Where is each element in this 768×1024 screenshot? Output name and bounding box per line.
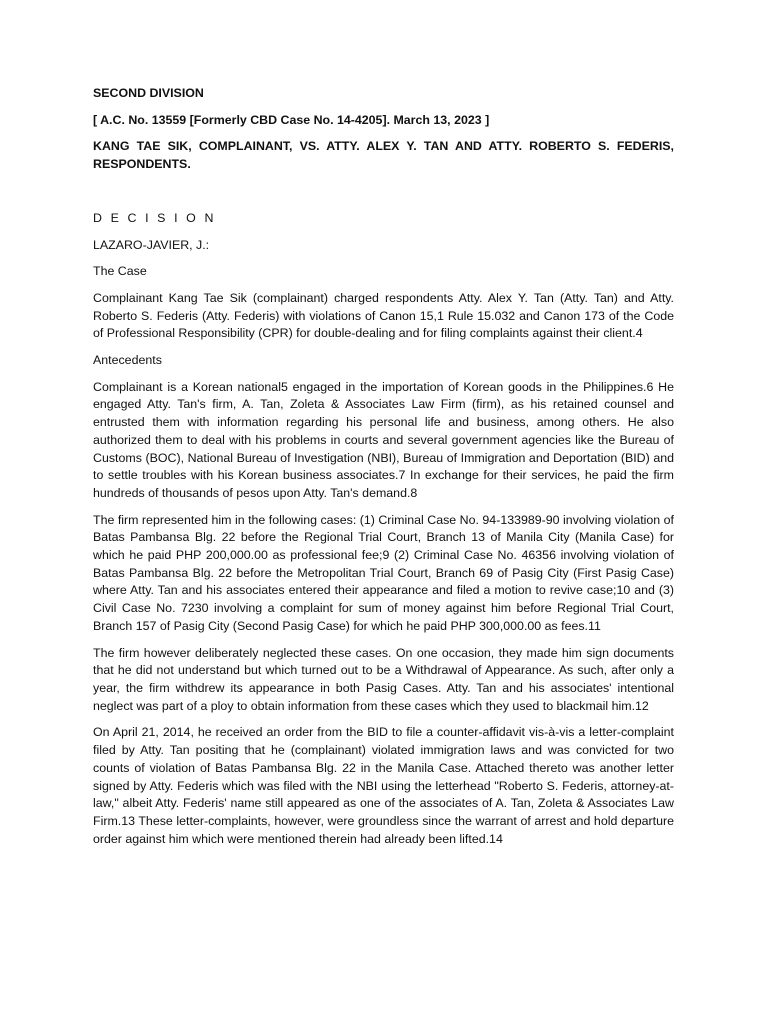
paragraph: On April 21, 2014, he received an order from the BID to file a counter-affidavit vis-à-vis a letter-complaint filed by Atty. Tan positing that he (complainant) violated immigration laws and was convicted for two counts of violation of Batas Pambansa Blg. 22 in the Manila Case. Attached thereto was another letter signed by Atty. Federis which was filed with the NBI using the letterhead "Roberto S. Federis, attorney-at-law," albeit Atty. Federis' name still appeared as one of the associates of A. Tan, Zoleta & Associates Law Firm.13 These letter-complaints, however, were groundless since the warrant of arrest and hold departure order against him which were mentioned therein had already been lifted.14 — [93, 725, 674, 846]
paragraph: Complainant is a Korean national5 engaged in the importation of Korean goods in the Philippines.6 He engaged Atty. Tan's firm, A. Tan, Zoleta & Associates Law Firm (firm), as his retained counsel and entrusted them with information regarding his personal life and business, among others. He also authorized them to deal with his problems in courts and several government agencies like the Bureau of Customs (BOC), National Bureau of Investigation (NBI), Bureau of Immigration and Deportation (BID) and to settle troubles with his Korean business associates.7 In exchange for their services, he paid the firm hundreds of thousands of pesos upon Atty. Tan's demand.8 — [93, 379, 674, 500]
case-title: KANG TAE SIK, COMPLAINANT, VS. ATTY. ALEX Y. TAN AND ATTY. ROBERTO S. FEDERIS, RESPONDENTS. — [93, 139, 674, 172]
section-heading: The Case — [93, 264, 147, 279]
decision-heading: D E C I S I O N — [93, 210, 216, 225]
division-heading: SECOND DIVISION — [93, 86, 204, 100]
case-reference: [ A.C. No. 13559 [Formerly CBD Case No. 14-4205]. March 13, 2023 ] — [93, 112, 490, 127]
section-antecedents — [93, 352, 674, 848]
document-page — [93, 85, 674, 848]
paragraph: The firm however deliberately neglected these cases. On one occasion, they made him sign documents that he did not understand but which turned out to be a Withdrawal of Appearance. As such, after only a year, the firm withdrew its appearance in both Pasig Cases. Atty. Tan and his associates' intentional neglect was part of a ploy to obtain information from these cases which they used to blackmail him.12 — [93, 645, 674, 713]
paragraph: The firm represented him in the following cases: (1) Criminal Case No. 94-133989-90 involving violation of Batas Pambansa Blg. 22 before the Regional Trial Court, Branch 13 of Manila City (Manila Case) for which he paid PHP 200,000.00 as professional fee;9 (2) Criminal Case No. 46356 involving violation of Batas Pambansa Blg. 22 before the Metropolitan Trial Court, Branch 69 of Pasig City (First Pasig Case) where Atty. Tan and his associates entered their appearance and filed a motion to revive case;10 and (3) Civil Case No. 7230 involving a complaint for sum of money against him before Regional Trial Court, Branch 157 of Pasig City (Second Pasig Case) for which he paid PHP 300,000.00 as fees.11 — [93, 512, 674, 633]
ponente: LAZARO-JAVIER, J.: — [93, 237, 210, 252]
section-the-case — [93, 263, 674, 343]
paragraph: Complainant Kang Tae Sik (complainant) charged respondents Atty. Alex Y. Tan (Atty. Tan) and Atty. Roberto S. Federis (Atty. Federis) with violations of Canon 15,1 Rule 15.032 and Canon 173 of the Code of Professional Responsibility (CPR) for double-dealing and for filing complaints against their client.4 — [93, 290, 674, 341]
section-heading: Antecedents — [93, 353, 162, 368]
